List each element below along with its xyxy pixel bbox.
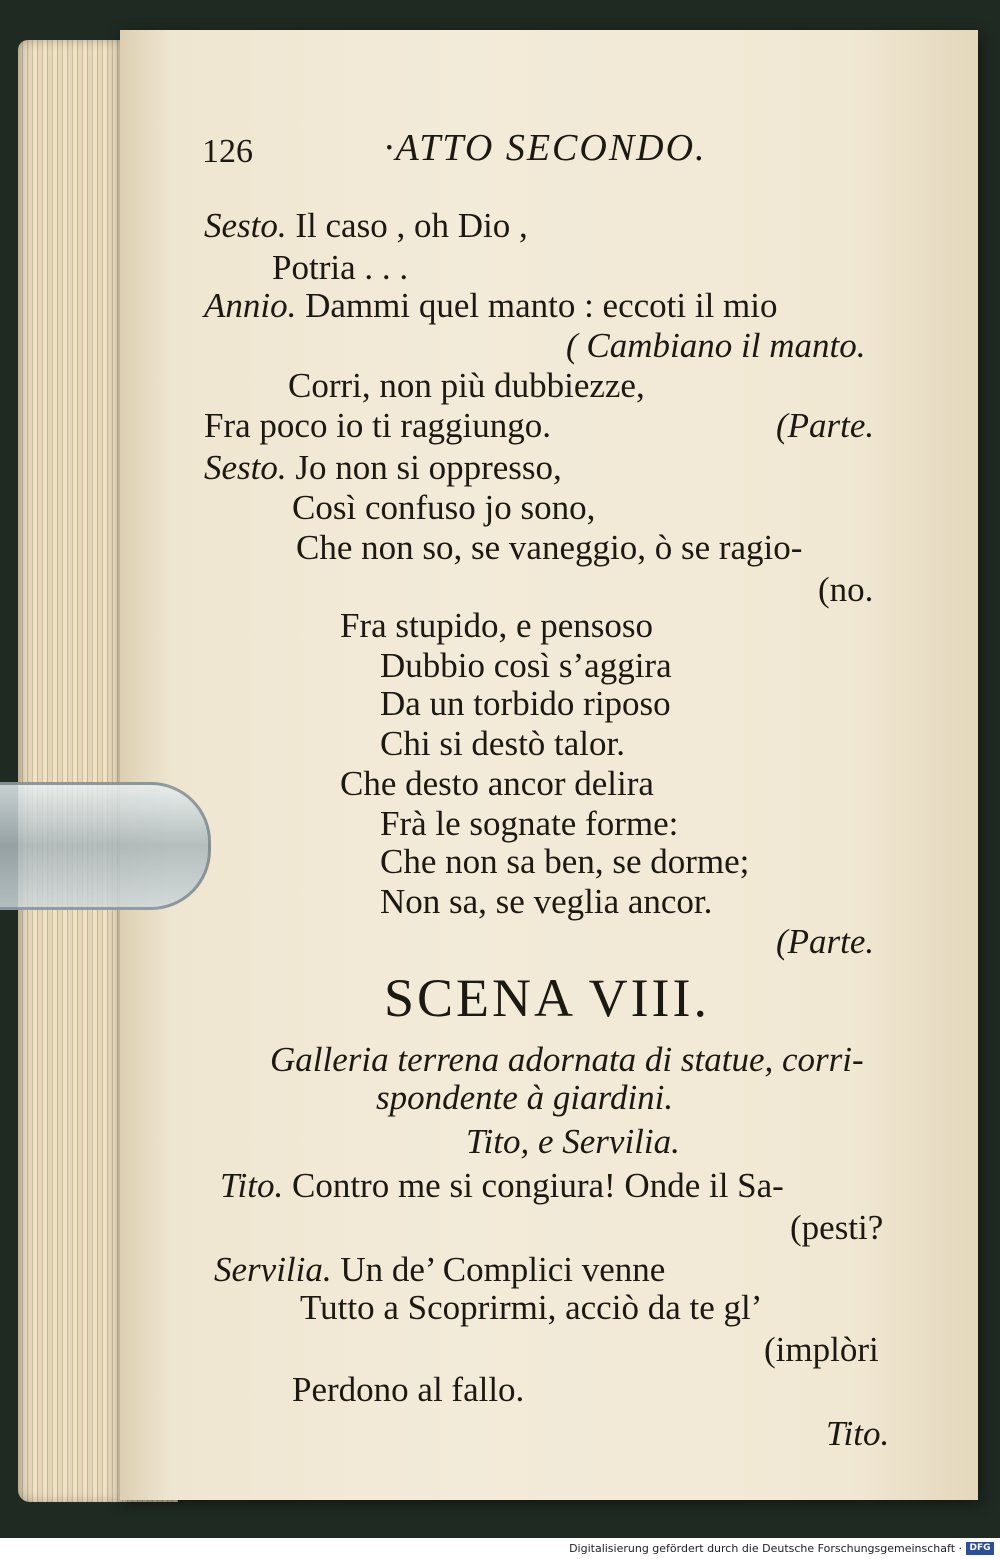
stage-direction: ( Cambiano il manto.	[566, 326, 866, 365]
speaker-name: Sesto.	[204, 448, 287, 487]
verse-text: Un de’ Complici venne	[340, 1250, 666, 1289]
scene-characters: Tito, e Servilia.	[466, 1122, 680, 1161]
verse-line: Così confuso jo sono,	[292, 488, 596, 527]
paper-clip	[0, 782, 211, 910]
verse-line: Che desto ancor delira	[340, 764, 654, 803]
catchword: Tito.	[826, 1414, 890, 1453]
verse-text: Contro me si congiura! Onde il Sa-	[291, 1166, 784, 1205]
verse-line: Chi si destò talor.	[380, 724, 625, 763]
verse-line: (no.	[818, 570, 874, 609]
stage-direction: (Parte.	[776, 922, 875, 961]
verse-line: (pesti?	[790, 1208, 884, 1247]
dfg-logo: DFG	[966, 1542, 994, 1555]
verse-line	[204, 206, 528, 246]
verse-line	[204, 286, 778, 326]
speaker-name: Servilia.	[214, 1250, 332, 1289]
verse-line: Perdono al fallo.	[292, 1370, 525, 1409]
speaker-name: Annio.	[204, 286, 297, 325]
scene-setting: spondente à giardini.	[376, 1078, 674, 1117]
stage-direction: (Parte.	[776, 406, 875, 445]
page-number: 126	[202, 133, 253, 170]
verse-line	[220, 1166, 784, 1206]
speaker-name: Tito.	[220, 1166, 284, 1205]
verse-line: Da un torbido riposo	[380, 684, 671, 723]
verse-line: Che non so, se vaneggio, ò se ragio-	[296, 528, 803, 567]
verse-line	[214, 1250, 665, 1290]
verse-line: Tutto a Scoprirmi, acciò da te gl’	[300, 1288, 763, 1327]
speaker-name: Sesto.	[204, 206, 287, 245]
verse-text: Dammi quel manto : eccoti il mio	[305, 286, 778, 325]
verse-line: Che non sa ben, se dorme;	[380, 842, 750, 881]
verse-text: Jo non si oppresso,	[295, 448, 562, 487]
scene-setting: Galleria terrena adornata di statue, corri-	[270, 1040, 864, 1079]
scene-title: SCENA VIII.	[384, 968, 711, 1028]
verse-line	[204, 448, 562, 488]
footer-bar	[0, 1538, 1000, 1559]
footer-credit: Digitalisierung gefördert durch die Deutsche Forschungsgemeinschaft ·	[569, 1542, 962, 1555]
verse-line: (implòri	[764, 1330, 879, 1369]
verse-text: Il caso , oh Dio ,	[295, 206, 528, 245]
verse-line: Dubbio così s’aggira	[380, 646, 672, 685]
running-title: ·ATTO SECONDO.	[384, 127, 707, 169]
verse-line: Potria . . .	[272, 248, 409, 287]
verse-line: Corri, non più dubbiezze,	[288, 366, 645, 405]
verse-line: Fra stupido, e pensoso	[340, 606, 654, 645]
verse-line: Fra poco io ti raggiungo.	[204, 406, 552, 445]
verse-line: Non sa, se veglia ancor.	[380, 882, 713, 921]
verse-line: Frà le sognate forme:	[380, 804, 679, 843]
